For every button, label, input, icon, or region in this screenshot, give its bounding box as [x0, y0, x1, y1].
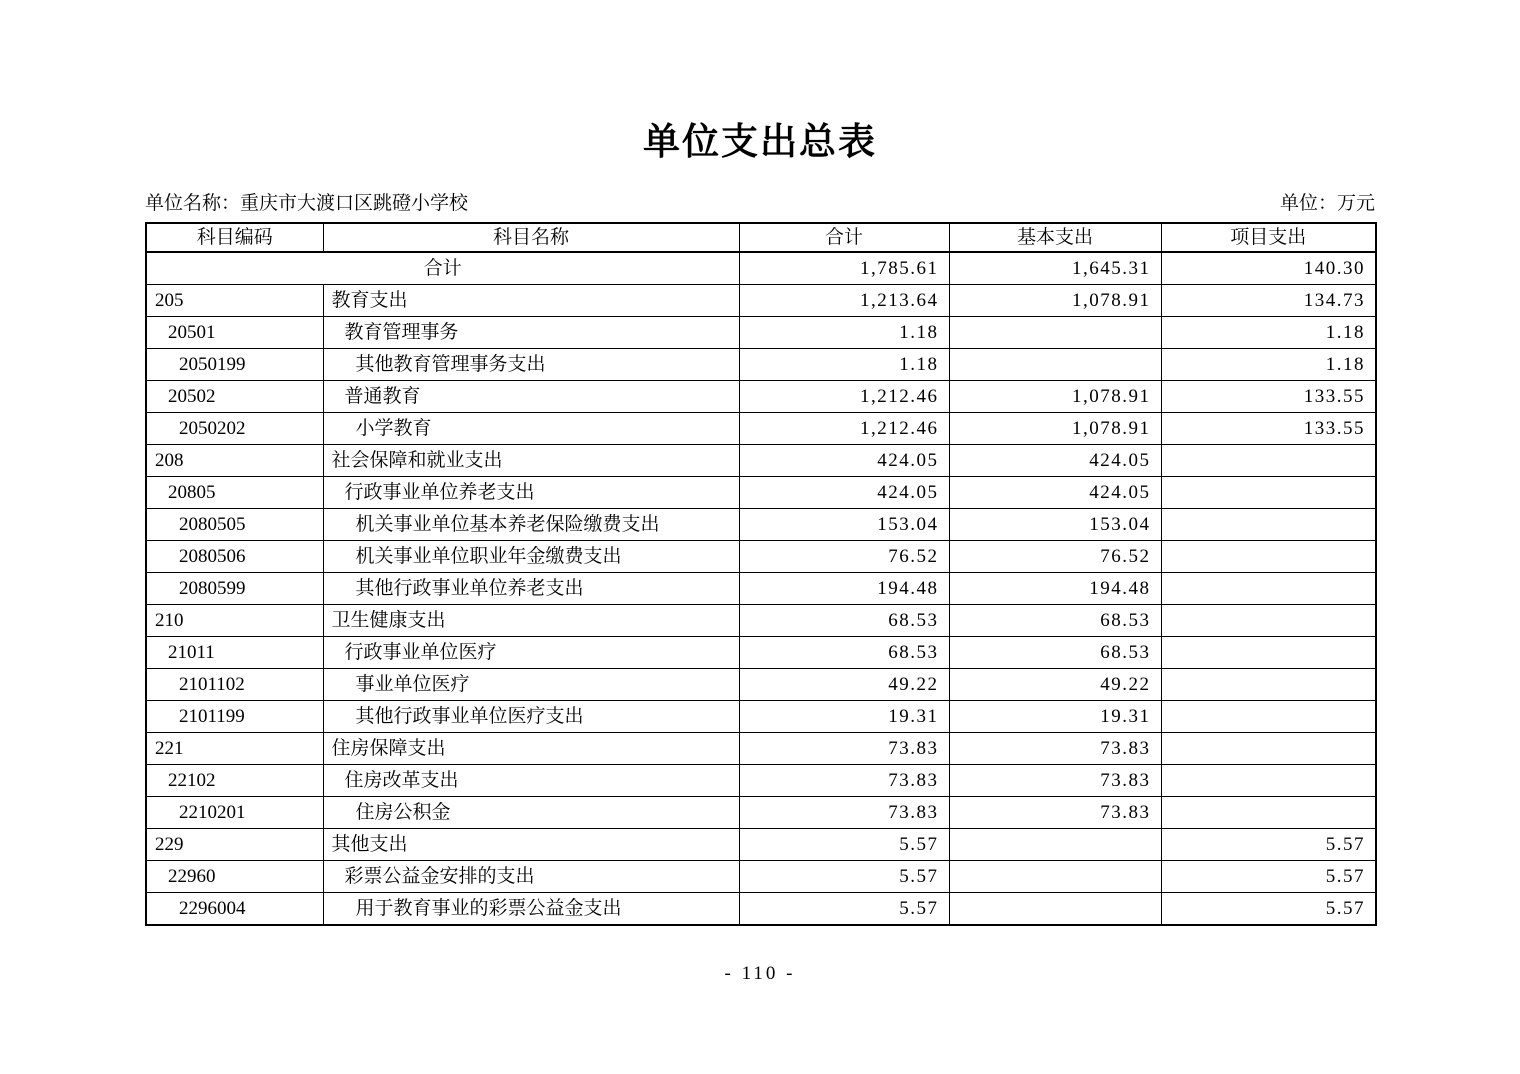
table-row: [146, 349, 1376, 381]
cell-project-expense: 134.73: [1161, 285, 1376, 317]
meta-row: [145, 193, 1375, 216]
cell-total: 5.57: [739, 893, 949, 926]
cell-subject-code: 22102: [146, 765, 323, 797]
cell-total: 5.57: [739, 861, 949, 893]
table-row: [146, 285, 1376, 317]
cell-subject-name: 其他支出: [323, 829, 739, 861]
grand-total-label: 合计: [146, 252, 739, 285]
cell-subject-code: 2210201: [146, 797, 323, 829]
table-row: [146, 637, 1376, 669]
cell-subject-name: 住房公积金: [323, 797, 739, 829]
cell-subject-name: 卫生健康支出: [323, 605, 739, 637]
cell-basic-expense: [949, 829, 1161, 861]
table-row: [146, 893, 1376, 926]
cell-total: 153.04: [739, 509, 949, 541]
cell-subject-name: 住房改革支出: [323, 765, 739, 797]
cell-basic-expense: 1,078.91: [949, 413, 1161, 445]
cell-total: 1.18: [739, 317, 949, 349]
cell-project-expense: [1161, 733, 1376, 765]
cell-total: 1.18: [739, 349, 949, 381]
cell-subject-code: 205: [146, 285, 323, 317]
cell-project-expense: [1161, 477, 1376, 509]
cell-project-expense: 5.57: [1161, 893, 1376, 926]
cell-project-expense: 1.18: [1161, 317, 1376, 349]
cell-project-expense: [1161, 669, 1376, 701]
cell-subject-code: 221: [146, 733, 323, 765]
cell-subject-code: 208: [146, 445, 323, 477]
table-body: [146, 252, 1376, 925]
cell-project-expense: [1161, 445, 1376, 477]
cell-basic-expense: [949, 349, 1161, 381]
cell-basic-expense: 76.52: [949, 541, 1161, 573]
header-row: [146, 223, 1376, 252]
cell-subject-name: 小学教育: [323, 413, 739, 445]
table-row: [146, 477, 1376, 509]
cell-total: 73.83: [739, 733, 949, 765]
cell-total: 424.05: [739, 445, 949, 477]
table-row: [146, 317, 1376, 349]
table-header: [146, 223, 1376, 252]
grand-total-total: 1,785.61: [739, 252, 949, 285]
cell-subject-code: 20502: [146, 381, 323, 413]
cell-subject-code: 2080505: [146, 509, 323, 541]
page-title: 单位支出总表: [643, 122, 877, 163]
header-basic-expense: 基本支出: [949, 223, 1161, 252]
cell-project-expense: 133.55: [1161, 381, 1376, 413]
cell-subject-name: 社会保障和就业支出: [323, 445, 739, 477]
cell-total: 68.53: [739, 605, 949, 637]
cell-subject-name: 住房保障支出: [323, 733, 739, 765]
table-row: [146, 541, 1376, 573]
expenditure-table: [145, 222, 1377, 926]
cell-subject-name: 用于教育事业的彩票公益金支出: [323, 893, 739, 926]
cell-subject-code: 2296004: [146, 893, 323, 926]
table-row: [146, 381, 1376, 413]
cell-subject-name: 行政事业单位医疗: [323, 637, 739, 669]
header-subject-code: 科目编码: [146, 223, 323, 252]
cell-total: 1,213.64: [739, 285, 949, 317]
cell-project-expense: [1161, 541, 1376, 573]
cell-total: 68.53: [739, 637, 949, 669]
table-row: [146, 573, 1376, 605]
page-number: - 110 -: [724, 963, 796, 985]
unit-name-label: 单位名称：重庆市大渡口区跳磴小学校: [145, 192, 469, 214]
grand-total-basic: 1,645.31: [949, 252, 1161, 285]
cell-project-expense: [1161, 637, 1376, 669]
cell-project-expense: 5.57: [1161, 829, 1376, 861]
header-subject-name: 科目名称: [323, 223, 739, 252]
unit-measure-label: 单位：万元: [1279, 192, 1375, 214]
cell-subject-code: 2101199: [146, 701, 323, 733]
table-row: [146, 765, 1376, 797]
cell-subject-name: 其他教育管理事务支出: [323, 349, 739, 381]
cell-subject-name: 教育支出: [323, 285, 739, 317]
cell-basic-expense: 424.05: [949, 477, 1161, 509]
cell-basic-expense: [949, 317, 1161, 349]
cell-basic-expense: 49.22: [949, 669, 1161, 701]
cell-subject-name: 其他行政事业单位医疗支出: [323, 701, 739, 733]
cell-subject-name: 事业单位医疗: [323, 669, 739, 701]
table-row: [146, 445, 1376, 477]
cell-basic-expense: 424.05: [949, 445, 1161, 477]
document-page: [145, 0, 1375, 985]
cell-subject-code: 2080599: [146, 573, 323, 605]
cell-subject-code: 2050202: [146, 413, 323, 445]
cell-project-expense: [1161, 701, 1376, 733]
cell-project-expense: [1161, 605, 1376, 637]
cell-subject-code: 22960: [146, 861, 323, 893]
cell-total: 1,212.46: [739, 381, 949, 413]
cell-basic-expense: 1,078.91: [949, 381, 1161, 413]
table-row: [146, 797, 1376, 829]
cell-subject-code: 210: [146, 605, 323, 637]
cell-subject-code: 20805: [146, 477, 323, 509]
cell-subject-code: 2050199: [146, 349, 323, 381]
cell-subject-name: 机关事业单位职业年金缴费支出: [323, 541, 739, 573]
cell-subject-code: 229: [146, 829, 323, 861]
cell-total: 5.57: [739, 829, 949, 861]
cell-total: 73.83: [739, 797, 949, 829]
table-row: [146, 605, 1376, 637]
cell-subject-code: 2080506: [146, 541, 323, 573]
table-row: [146, 669, 1376, 701]
header-total: 合计: [739, 223, 949, 252]
cell-subject-code: 2101102: [146, 669, 323, 701]
cell-basic-expense: 73.83: [949, 765, 1161, 797]
cell-basic-expense: 19.31: [949, 701, 1161, 733]
cell-project-expense: 133.55: [1161, 413, 1376, 445]
cell-project-expense: [1161, 797, 1376, 829]
table-row: [146, 733, 1376, 765]
cell-project-expense: [1161, 765, 1376, 797]
cell-total: 49.22: [739, 669, 949, 701]
cell-subject-name: 普通教育: [323, 381, 739, 413]
cell-project-expense: 5.57: [1161, 861, 1376, 893]
cell-basic-expense: 1,078.91: [949, 285, 1161, 317]
cell-subject-code: 21011: [146, 637, 323, 669]
table-row: [146, 861, 1376, 893]
header-project-expense: 项目支出: [1161, 223, 1376, 252]
cell-basic-expense: [949, 893, 1161, 926]
cell-total: 194.48: [739, 573, 949, 605]
table-row: [146, 701, 1376, 733]
cell-basic-expense: 73.83: [949, 733, 1161, 765]
cell-total: 19.31: [739, 701, 949, 733]
cell-subject-name: 彩票公益金安排的支出: [323, 861, 739, 893]
cell-basic-expense: [949, 861, 1161, 893]
table-row: [146, 829, 1376, 861]
cell-subject-name: 教育管理事务: [323, 317, 739, 349]
cell-basic-expense: 73.83: [949, 797, 1161, 829]
cell-total: 76.52: [739, 541, 949, 573]
cell-subject-code: 20501: [146, 317, 323, 349]
cell-basic-expense: 194.48: [949, 573, 1161, 605]
cell-total: 424.05: [739, 477, 949, 509]
cell-basic-expense: 68.53: [949, 605, 1161, 637]
cell-total: 1,212.46: [739, 413, 949, 445]
cell-basic-expense: 153.04: [949, 509, 1161, 541]
cell-project-expense: 1.18: [1161, 349, 1376, 381]
table-row: [146, 509, 1376, 541]
cell-basic-expense: 68.53: [949, 637, 1161, 669]
cell-total: 73.83: [739, 765, 949, 797]
cell-subject-name: 其他行政事业单位养老支出: [323, 573, 739, 605]
cell-subject-name: 机关事业单位基本养老保险缴费支出: [323, 509, 739, 541]
grand-total-project: 140.30: [1161, 252, 1376, 285]
cell-subject-name: 行政事业单位养老支出: [323, 477, 739, 509]
table-row: [146, 413, 1376, 445]
cell-project-expense: [1161, 573, 1376, 605]
grand-total-row: [146, 252, 1376, 285]
cell-project-expense: [1161, 509, 1376, 541]
